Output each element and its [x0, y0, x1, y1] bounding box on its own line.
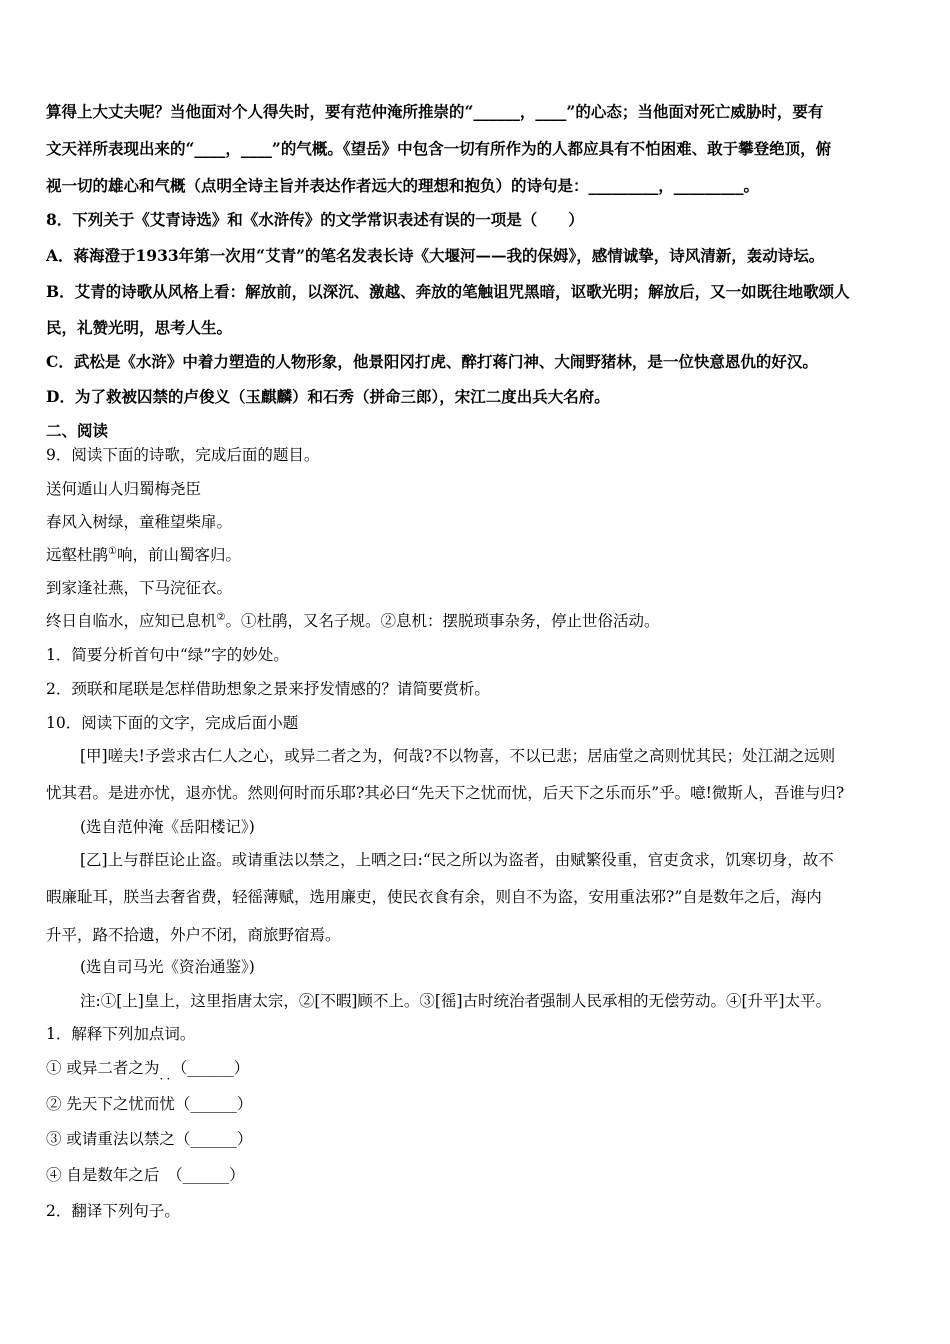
q8-option-a: A．蒋海澄于1933年第一次用“艾青”的笔名发表长诗《大堰河——我的保姆》，感情诚挚，诗风清新，轰动诗坛。 — [46, 246, 825, 265]
footnote-mark-1: ① — [108, 545, 117, 557]
poem-line-1: 春风入树绿，童稚望柴扉。 — [46, 513, 233, 531]
q8-stem: 8．下列关于《艾青诗选》和《水浒传》的文学常识表述有误的一项是（ ） — [46, 210, 584, 229]
passage-notes: 注:①[上]皇上，这里指唐太宗，②[不暇]顾不上。③[徭]古时统治者强制人民承相的无偿劳动。④[升平]太平。 — [80, 992, 832, 1010]
q8-option-c: C．武松是《水浒》中着力塑造的人物形象，他景阳冈打虎、醉打蒋门神、大闹野猪林，是一位快意恩仇的好汉。 — [46, 352, 818, 371]
passage-jia-line-1: [甲]嗟夫!予尝求古仁人之心，或异二者之为，何哉?不以物喜，不以已悲；居庙堂之高则忧其民；处江湖之远则 — [80, 747, 836, 765]
q10-subquestion-2: 2．翻译下列句子。 — [46, 1202, 180, 1220]
q7-line-3: 视一切的雄心和气概（点明全诗主旨并表达作者远大的理想和抱负）的诗句是：_________，_________。 — [46, 176, 760, 195]
q10-stem: 10．阅读下面的文字，完成后面小题 — [46, 714, 299, 732]
q10-subquestion-1: 1．解释下列加点词。 — [46, 1025, 196, 1043]
section-heading-reading: 二、阅读 — [46, 421, 109, 440]
q9-stem: 9．阅读下面的诗歌，完成后面的题目。 — [46, 446, 320, 464]
passage-jia-line-2: 忧其君。是进亦忧，退亦忧。然则何时而乐耶?其必曰“先天下之忧而忧，后天下之乐而乐”乎。噫!微斯人，吾谁与归? — [46, 784, 845, 802]
poem-title: 送何遁山人归蜀梅尧臣 — [46, 480, 202, 498]
footnote-mark-2: ② — [216, 611, 226, 623]
poem-line-3: 到家逢社燕，下马浣征衣。 — [46, 579, 233, 597]
q8-option-d: D．为了救被囚禁的卢俊义（玉麒麟）和石秀（拼命三郎），宋江二度出兵大名府。 — [46, 387, 610, 406]
emphasis-dots: ．． — [159, 1068, 180, 1082]
word-item-4: ④ 自是数年之后 （______） — [46, 1166, 245, 1184]
poem-line-4-with-notes: 终日自临水，应知已息机②。①杜鹃，又名子规。②息机：摆脱琐事杂务，停止世俗活动。 — [46, 611, 660, 630]
passage-yi-line-1: [乙]上与群臣论止盗。或请重法以禁之，上哂之曰:“民之所以为盗者，由赋繁役重，官吏贪求，饥寒切身，故不 — [80, 851, 834, 869]
word-item-1: ① 或异二者之为$_{..}$（______） — [46, 1059, 250, 1082]
q9-subquestion-1: 1．简要分析首句中“绿”字的妙处。 — [46, 646, 289, 664]
passage-yi-line-3: 升平，路不拾遗，外户不闭，商旅野宿焉。 — [46, 926, 341, 944]
q9-subquestion-2: 2．颈联和尾联是怎样借助想象之景来抒发情感的？请简要赏析。 — [46, 680, 490, 698]
q8-option-b-line-2: 民，礼赞光明，思考人生。 — [46, 318, 233, 337]
q7-line-2: 文天祥所表现出来的“____，____”的气概。《望岳》中包含一切有所作为的人都应具有不怕困难、敢于攀登绝顶，俯 — [46, 139, 832, 158]
word-item-2: ② 先天下之忧而忧（______） — [46, 1095, 253, 1113]
poem-line-2: 远壑杜鹃①响，前山蜀客归。 — [46, 545, 241, 564]
passage-jia-source: (选自范仲淹《岳阳楼记》) — [80, 818, 255, 836]
passage-yi-source: (选自司马光《资治通鉴》) — [80, 958, 255, 976]
q8-option-b-line-1: B．艾青的诗歌从风格上看：解放前，以深沉、激越、奔放的笔触诅咒黑暗，讴歌光明；解放后，又一如既往地歌颂人 — [46, 282, 850, 301]
q7-line-1: 算得上大丈夫呢？当他面对个人得失时，要有范仲淹所推崇的“______，____”的心态；当他面对死亡威胁时，要有 — [46, 102, 824, 121]
word-item-3: ③ 或请重法以禁之（______） — [46, 1130, 253, 1148]
passage-yi-line-2: 暇廉耻耳，朕当去奢省费，轻徭薄赋，选用廉吏，使民衣食有余，则自不为盗，安用重法邪?”自是数年之后，海内 — [46, 888, 822, 906]
